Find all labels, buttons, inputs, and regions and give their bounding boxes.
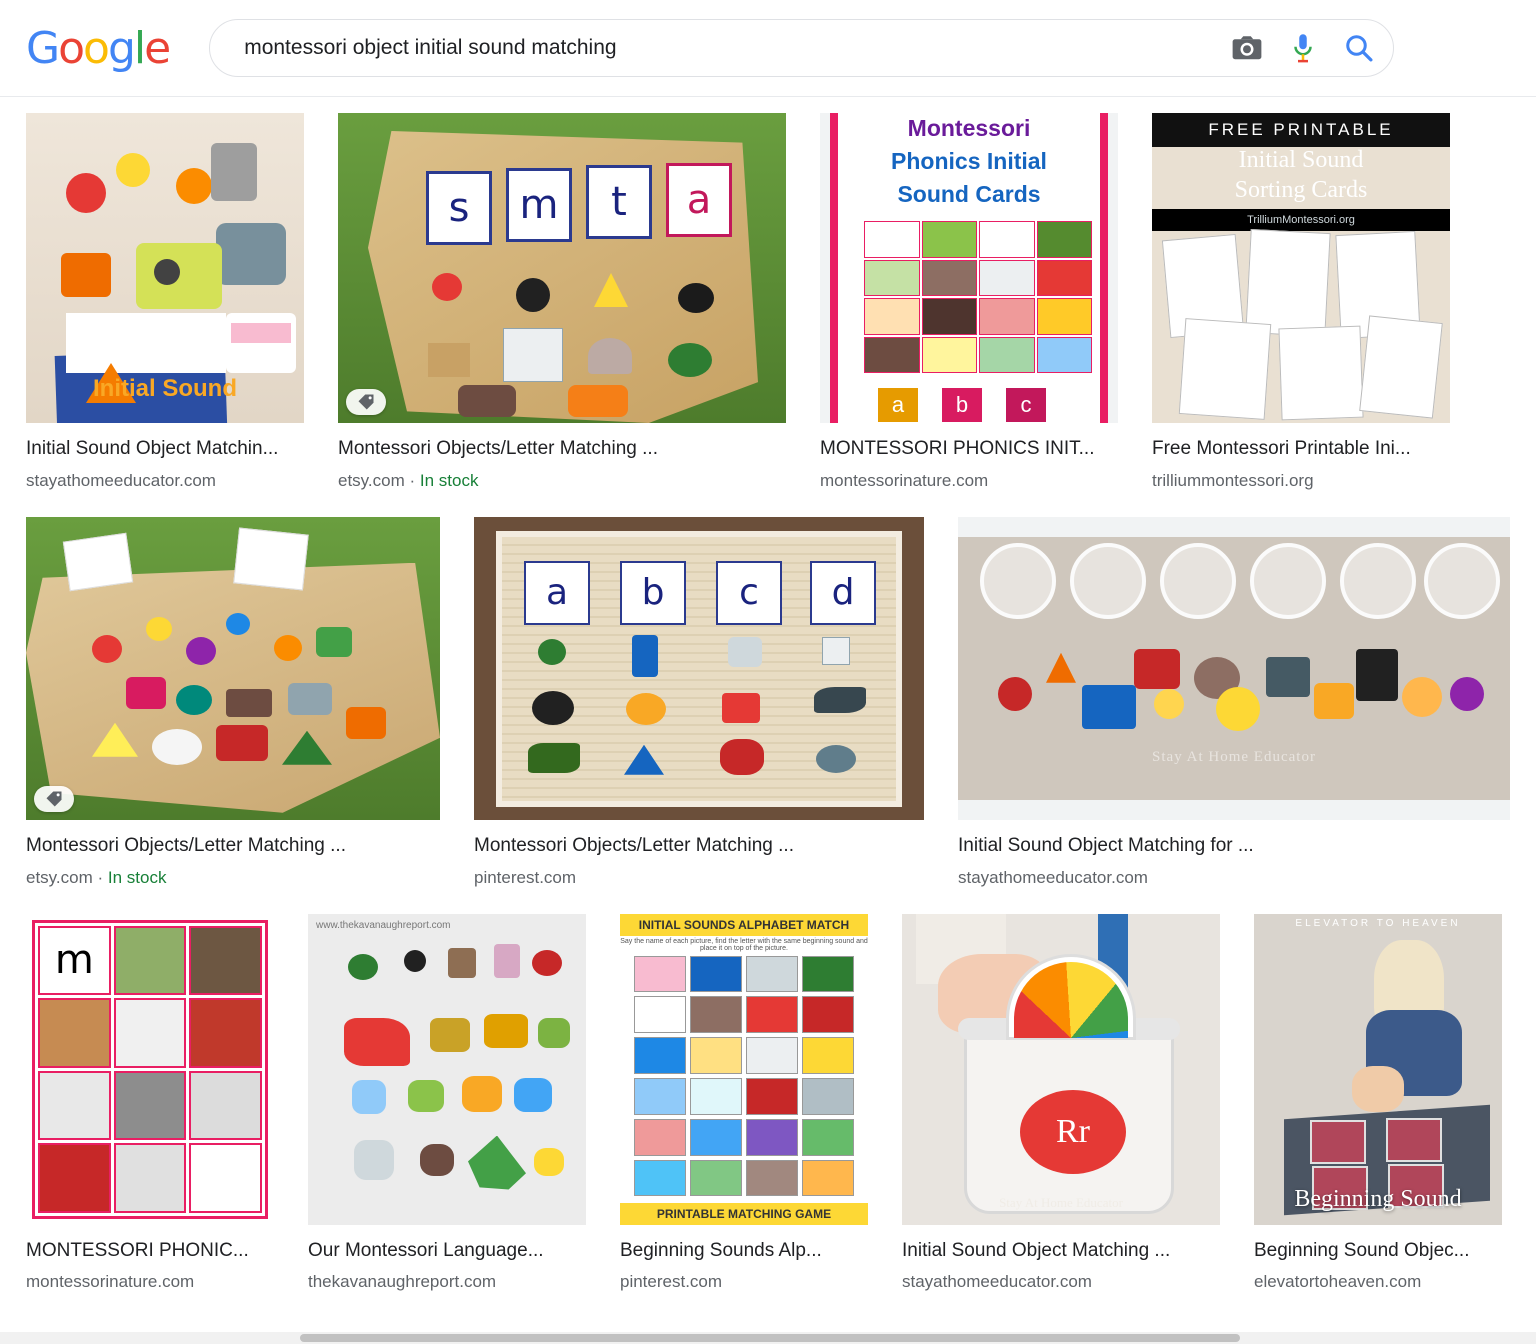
result-source: pinterest.com <box>620 1272 723 1292</box>
result-title[interactable]: MONTESSORI PHONICS INIT... <box>820 438 1095 459</box>
sheet-footer: PRINTABLE MATCHING GAME <box>620 1203 868 1225</box>
letter-tile: m <box>38 926 111 996</box>
result-source: thekavanaughreport.com <box>308 1272 497 1292</box>
result-thumbnail[interactable] <box>308 914 586 1225</box>
result-source: trilliummontessori.org <box>1152 470 1314 490</box>
image-watermark: Stay At Home Educator <box>999 1194 1123 1210</box>
result-thumbnail[interactable]: INITIAL SOUNDS ALPHABET MATCH Say the name of each picture, find the letter with the same beginning sound and place it on top of the picture. PRINTABLE MATCHING GAME <box>620 914 868 1225</box>
logo-letter-o2: o <box>83 22 108 74</box>
logo-letter-g2: g <box>107 22 134 74</box>
image-watermark: Stay At Home Educator <box>1152 748 1316 765</box>
logo-letter-g1: G <box>26 22 59 74</box>
result-card[interactable] <box>474 517 924 888</box>
image-watermark: www.thekavanaughreport.com <box>316 919 451 931</box>
logo-letter-e: e <box>144 22 170 74</box>
search-header <box>0 0 1536 97</box>
abc-tile: c <box>1006 388 1046 422</box>
poster-heading-line1: FREE PRINTABLE <box>1152 113 1450 147</box>
search-input[interactable] <box>242 35 1217 61</box>
letter-card: c <box>716 561 782 625</box>
result-source: stayathomeeducator.com <box>26 470 216 490</box>
result-title[interactable]: Initial Sound Object Matchin... <box>26 438 279 459</box>
camera-icon[interactable] <box>1231 32 1263 64</box>
result-title[interactable]: MONTESSORI PHONIC... <box>26 1239 249 1261</box>
result-thumbnail[interactable] <box>1152 113 1450 423</box>
result-thumbnail[interactable] <box>26 914 274 1225</box>
results-row <box>26 914 1510 1293</box>
image-heading: ELEVATOR TO HEAVEN <box>1295 917 1461 929</box>
search-icon[interactable] <box>1343 32 1375 64</box>
result-source: montessorinature.com <box>820 470 989 490</box>
result-card[interactable] <box>338 113 786 491</box>
result-thumbnail[interactable] <box>958 517 1510 820</box>
results-row <box>26 113 1510 491</box>
result-card[interactable] <box>902 914 1220 1293</box>
shopping-tag-badge <box>34 786 74 812</box>
poster-heading-line2: Initial Sound <box>1238 147 1364 173</box>
abc-tile: a <box>878 388 918 422</box>
result-title[interactable]: Our Montessori Language... <box>308 1239 544 1261</box>
result-card[interactable] <box>958 517 1510 888</box>
result-source: stayathomeeducator.com <box>958 867 1148 887</box>
poster-heading-line1: Montessori <box>907 115 1031 141</box>
result-title[interactable]: Beginning Sound Objec... <box>1254 1239 1470 1261</box>
result-title[interactable]: Montessori Objects/Letter Matching ... <box>338 438 658 459</box>
letter-card: d <box>810 561 876 625</box>
letter-card: a <box>666 163 732 237</box>
poster-heading-line2: Phonics Initial <box>891 148 1047 174</box>
abc-tile: b <box>942 388 982 422</box>
image-results-grid <box>0 97 1536 1292</box>
stock-status: In stock <box>419 470 479 490</box>
result-title[interactable]: Montessori Objects/Letter Matching ... <box>26 834 346 856</box>
result-thumbnail[interactable] <box>474 517 924 820</box>
result-card[interactable] <box>26 113 304 491</box>
result-title[interactable]: Free Montessori Printable Ini... <box>1152 438 1411 459</box>
poster-heading-line3: Sorting Cards <box>1234 177 1368 203</box>
result-source: elevatortoheaven.com <box>1254 1272 1422 1292</box>
result-card[interactable] <box>1254 914 1502 1293</box>
result-thumbnail[interactable] <box>26 517 440 820</box>
result-card[interactable] <box>820 113 1118 491</box>
microphone-icon[interactable] <box>1287 32 1319 64</box>
result-title[interactable]: Beginning Sounds Alp... <box>620 1239 822 1261</box>
result-thumbnail[interactable] <box>820 113 1118 423</box>
result-thumbnail[interactable] <box>902 914 1220 1225</box>
image-caption: Beginning Sound <box>1294 1185 1462 1212</box>
result-card[interactable] <box>26 914 274 1293</box>
letter-card: t <box>586 165 652 239</box>
scrollbar-thumb[interactable] <box>300 1334 1240 1342</box>
result-source: etsy.com · In stock <box>338 470 479 490</box>
letter-card: a <box>524 561 590 625</box>
result-title[interactable]: Montessori Objects/Letter Matching ... <box>474 834 794 856</box>
result-source: pinterest.com <box>474 867 577 887</box>
result-card[interactable] <box>308 914 586 1293</box>
letter-label: Rr <box>1056 1112 1090 1150</box>
stock-status: In stock <box>107 867 167 887</box>
google-logo[interactable] <box>26 23 169 74</box>
result-thumbnail[interactable] <box>1254 914 1502 1225</box>
search-actions <box>1217 32 1375 64</box>
results-row <box>26 517 1510 888</box>
horizontal-scrollbar[interactable] <box>0 1332 1536 1344</box>
sheet-heading: INITIAL SOUNDS ALPHABET MATCH <box>620 914 868 936</box>
search-bar[interactable] <box>209 19 1394 77</box>
result-title[interactable]: Initial Sound Object Matching for ... <box>958 834 1254 856</box>
result-card[interactable] <box>620 914 868 1293</box>
poster-heading-line3: Sound Cards <box>897 181 1041 207</box>
result-card[interactable] <box>1152 113 1450 491</box>
result-source: stayathomeeducator.com <box>902 1272 1092 1292</box>
image-caption: Initial Sound <box>93 375 237 402</box>
shopping-tag-badge <box>346 389 386 415</box>
logo-letter-l: l <box>133 22 145 74</box>
letter-card: b <box>620 561 686 625</box>
result-thumbnail[interactable] <box>338 113 786 423</box>
result-source: montessorinature.com <box>26 1272 195 1292</box>
letter-card: s <box>426 171 492 245</box>
result-thumbnail[interactable] <box>26 113 304 423</box>
result-source: etsy.com · In stock <box>26 867 167 887</box>
result-title[interactable]: Initial Sound Object Matching ... <box>902 1239 1171 1261</box>
result-card[interactable] <box>26 517 440 888</box>
logo-letter-o1: o <box>58 22 84 74</box>
poster-subheading: TrilliumMontessori.org <box>1247 214 1355 226</box>
letter-card: m <box>506 168 572 242</box>
